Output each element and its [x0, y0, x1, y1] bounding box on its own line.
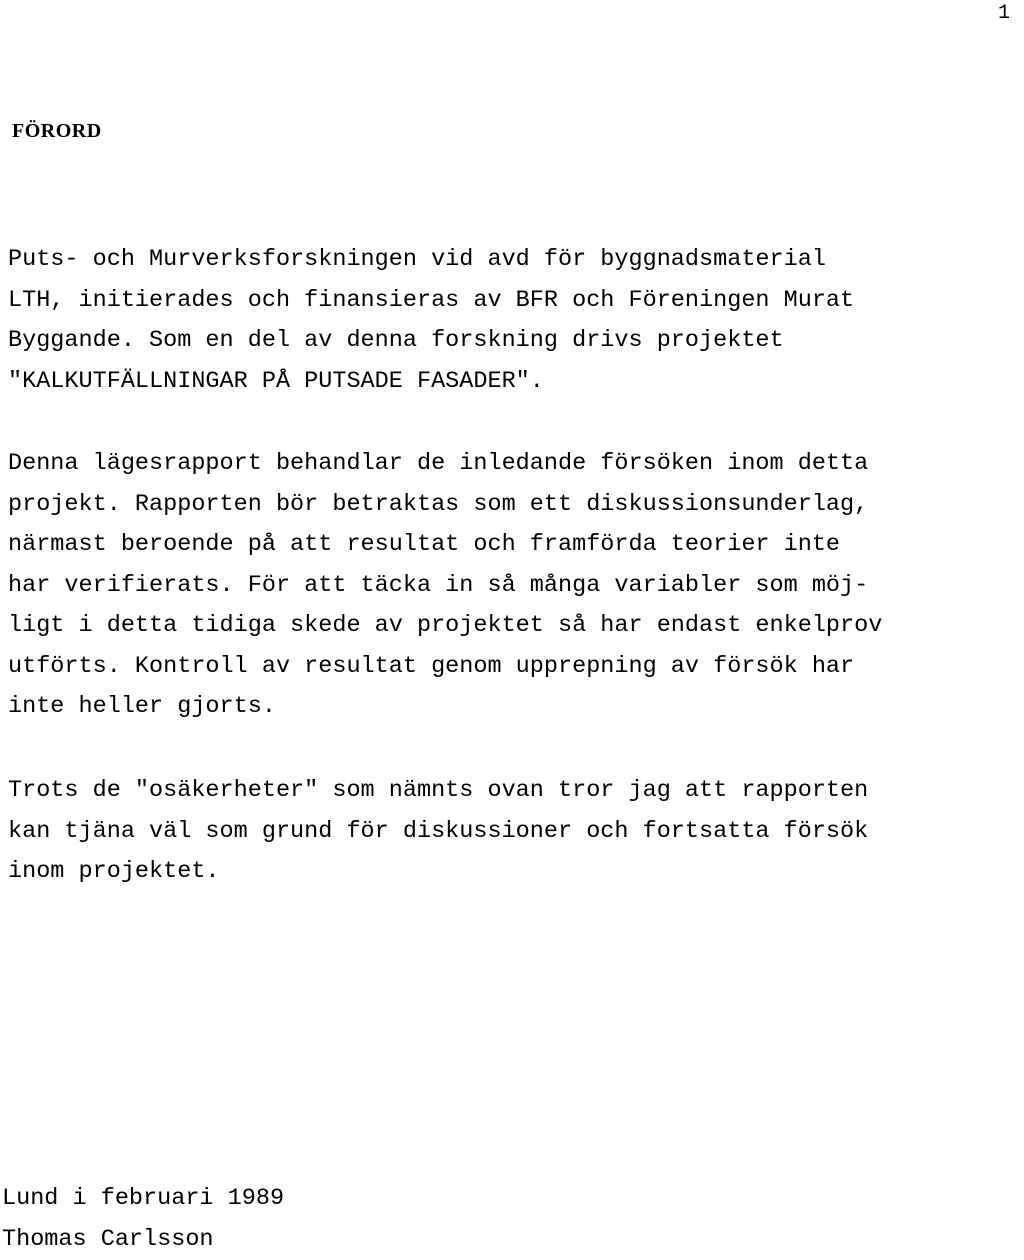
text-line: "KALKUTFÄLLNINGAR PÅ PUTSADE FASADER". — [8, 367, 544, 395]
text-line: ligt i detta tidiga skede av projektet så har endast enkelprov — [8, 612, 883, 639]
text-line: Puts- och Murverksforskningen vid avd för byggnadsmaterial — [8, 246, 826, 273]
page-title: FÖRORD — [12, 120, 102, 142]
text-line: Trots de "osäkerheter" som nämnts ovan tror jag att rapporten — [8, 777, 869, 804]
paragraph-conclusion — [8, 771, 868, 893]
signature-block — [2, 1178, 284, 1260]
text-line: LTH, initierades och finansieras av BFR och Föreningen Murat — [8, 286, 855, 314]
paragraph-report — [8, 444, 882, 728]
page-number: 1 — [997, 2, 1010, 25]
paragraph-intro — [8, 240, 854, 402]
text-line: Denna lägesrapport behandlar de inledande försöken inom detta — [8, 450, 869, 477]
text-line: kan tjäna väl som grund för diskussioner och fortsatta försök — [8, 817, 869, 845]
place-date: Lund i februari 1989 — [2, 1185, 285, 1212]
text-line: Byggande. Som en del av denna forskning drivs projektet — [8, 327, 784, 354]
text-line: utförts. Kontroll av resultat genom upprepning av försök har — [8, 652, 855, 680]
text-line: inte heller gjorts. — [8, 693, 276, 720]
author-name: Thomas Carlsson — [2, 1226, 214, 1253]
text-line: har verifierats. För att täcka in så många variabler som möj- — [8, 571, 869, 599]
text-line: projekt. Rapporten bör betraktas som ett diskussionsunderlag, — [8, 490, 869, 518]
text-line: inom projektet. — [8, 858, 220, 885]
text-line: närmast beroende på att resultat och framförda teorier inte — [8, 531, 841, 558]
